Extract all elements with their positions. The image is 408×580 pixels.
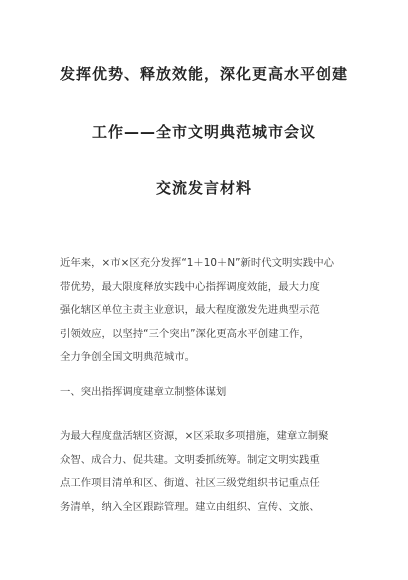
- intro-paragraph: [60, 252, 352, 370]
- paragraph-line: 带优势，最大限度释放实践中心指挥调度效能，最大力度: [60, 280, 320, 293]
- paragraph-line: 强化辖区单位主责主业意识，最大程度激发先进典型示范: [60, 304, 320, 316]
- paragraph-line: 为最大程度盘活辖区资源，×区采取多项措施，建章立制聚: [60, 430, 329, 442]
- paragraph-line: 引领效应，以坚持“三个突出”深化更高水平创建工作，: [60, 327, 310, 340]
- section-heading-1: 一、突出指挥调度建章立制整体谋划: [60, 386, 227, 398]
- paragraph-line: 务清单，纳入全区跟踪管理。建立由组织、宣传、文旅、: [60, 500, 320, 513]
- document-title-line-3: 交流发言材料: [155, 179, 252, 197]
- paragraph-line: 众智、成合力、促共建。文明委抓统筹。制定文明实践重: [60, 453, 320, 466]
- paragraph-line: 近年来，×市×区充分发挥“1＋10＋N”新时代文明实践中心: [60, 257, 334, 269]
- document-title-line-1: 发挥优势、释放效能，深化更高水平创建: [59, 65, 348, 83]
- paragraph-line: 全力争创全国文明典范城市。: [60, 351, 196, 363]
- paragraph-line: 点工作项目清单和区、街道、社区三级党组织书记重点任: [60, 477, 320, 489]
- document-title-line-2: 工作——全市文明典范城市会议: [91, 123, 316, 141]
- section-1-paragraph: [60, 425, 352, 519]
